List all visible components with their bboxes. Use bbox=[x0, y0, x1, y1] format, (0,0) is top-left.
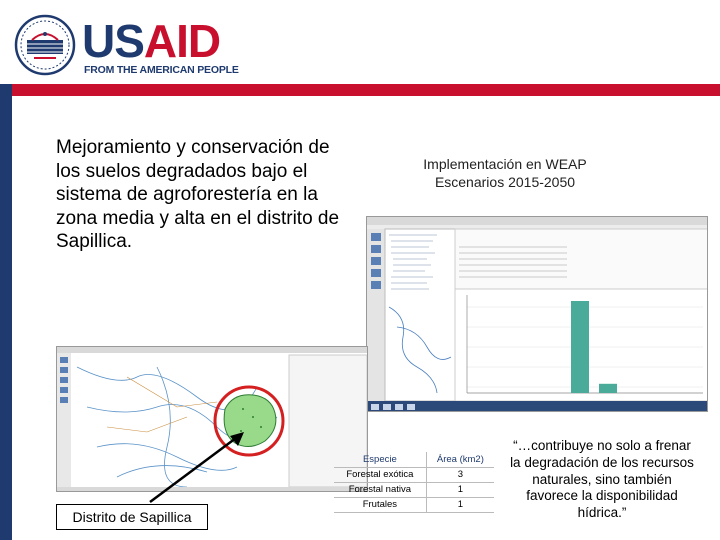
table-row bbox=[334, 467, 494, 482]
header-band-red bbox=[12, 84, 720, 96]
map-screenshot-graphic bbox=[57, 347, 368, 492]
usaid-tagline: FROM THE AMERICAN PEOPLE bbox=[84, 64, 239, 76]
weap-heading-line1: Implementación en WEAP bbox=[423, 156, 587, 172]
quote-text: “…contribuye no solo a frenar la degradación de los recursos naturales, sino también favorece la disponibilidad hídrica.” bbox=[510, 438, 694, 521]
brand-us: US bbox=[82, 15, 144, 67]
side-band-blue bbox=[0, 96, 12, 540]
map-caption: Distrito de Sapillica bbox=[56, 504, 208, 530]
weap-heading bbox=[390, 155, 620, 191]
usaid-seal-icon bbox=[14, 14, 76, 76]
cell-area: 1 bbox=[426, 497, 494, 512]
table-row bbox=[334, 497, 494, 512]
cell-especie: Frutales bbox=[334, 497, 426, 512]
weap-heading-line2: Escenarios 2015-2050 bbox=[434, 174, 576, 190]
cell-area: 3 bbox=[426, 467, 494, 482]
header-area: Área (km2) bbox=[426, 452, 494, 467]
weap-chart-bar bbox=[599, 384, 617, 393]
map-screenshot bbox=[56, 346, 368, 492]
species-table bbox=[334, 452, 494, 513]
cell-especie: Forestal nativa bbox=[334, 482, 426, 497]
slide-title: Mejoramiento y conservación de los suelos degradados bajo el sistema de agroforestería en la zona media y alta en el distrito de Sapillica. bbox=[56, 137, 340, 252]
table-header-row bbox=[334, 452, 494, 467]
cell-especie: Forestal exótica bbox=[334, 467, 426, 482]
header-band-corner bbox=[0, 84, 12, 96]
table-row bbox=[334, 482, 494, 497]
brand-aid: AID bbox=[143, 15, 221, 67]
weap-screenshot-graphic bbox=[367, 217, 708, 412]
usaid-logo bbox=[14, 14, 239, 76]
header-especie: Especie bbox=[334, 452, 426, 467]
cell-area: 1 bbox=[426, 482, 494, 497]
weap-chart-bar bbox=[571, 301, 589, 393]
weap-screenshot bbox=[366, 216, 708, 412]
usaid-wordmark bbox=[82, 15, 221, 67]
